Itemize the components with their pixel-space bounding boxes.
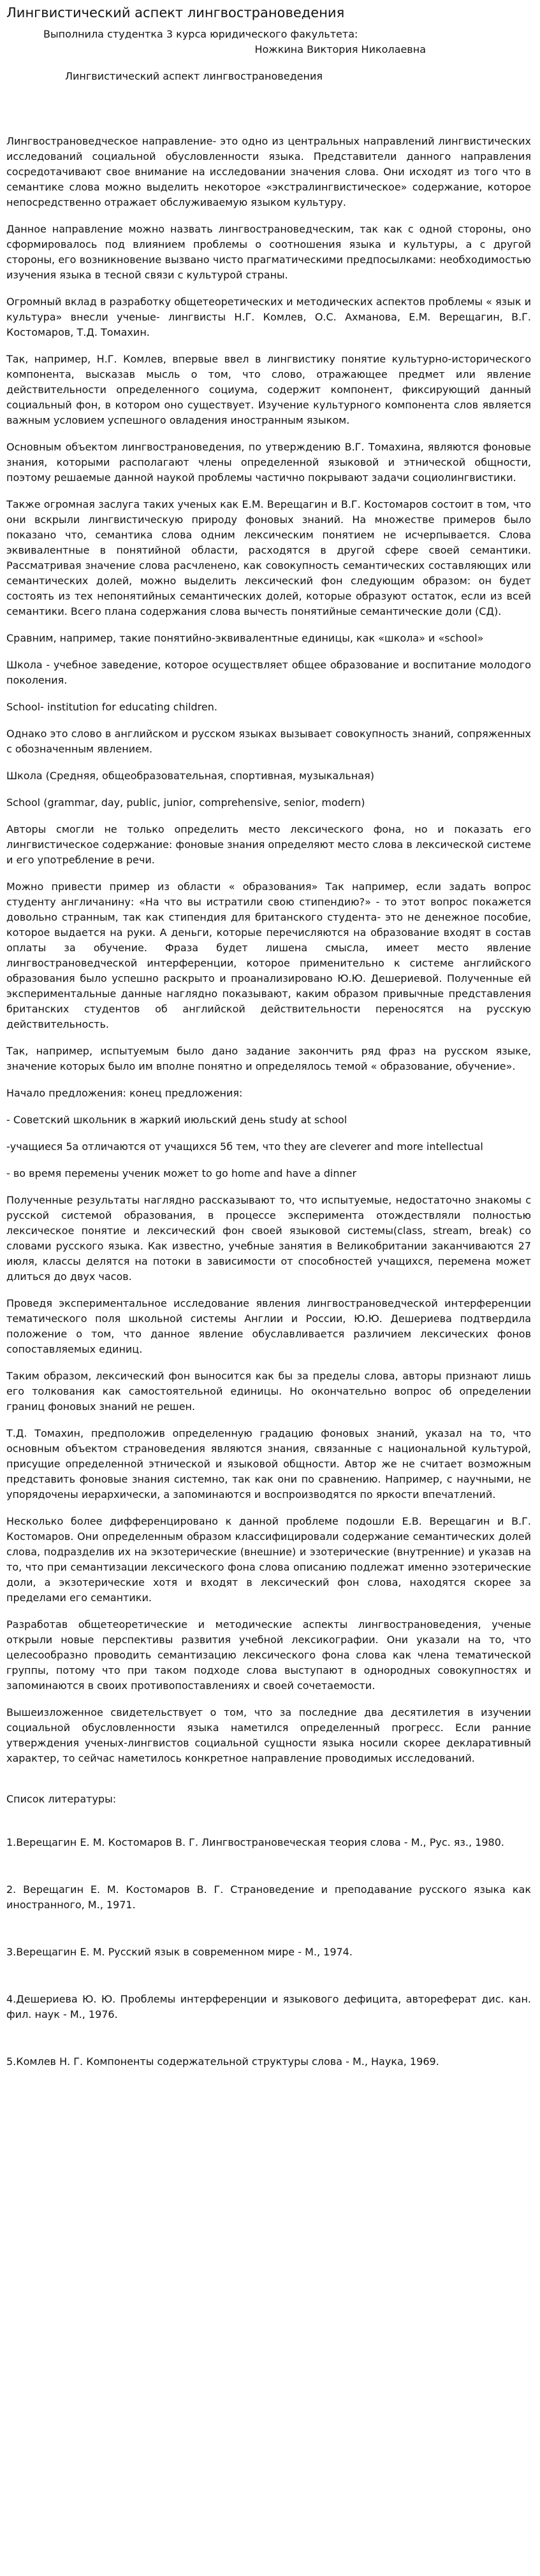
paragraph: - Советский школьник в жаркий июльский день study at school <box>6 1114 347 1126</box>
reference-item: 2. Верещагин Е. М. Костомаров В. Г. Страноведение и преподавание русского языка как иностранного, М., 1971. <box>6 1883 531 1911</box>
paragraph: Т.Д. Томахин, предположив определенную градацию фоновых знаний, указал на то, что основным объектом страноведения являются знания, связанные с национальной культурой, присущие определенной этнической и языковой общности. Автор же не считает возможным представить фоновые знания системно, так как они по сравнению. Например, с научными, не упорядочены иерархически, а запоминаются и воспроизводятся по яркости впечатлений. <box>6 1427 531 1500</box>
paragraph: Вышеизложенное свидетельствует о том, что за последние два десятилетия в изучении социальной обусловленности языка наметился определенный прогресс. Если ранние утверждения ученых-лингвистов социальной сущности языка носили скорее декларативный характер, то сейчас наметилось конкретное направление проводимых исследований. <box>6 1706 531 1764</box>
paragraph: Также огромная заслуга таких ученых как Е.М. Верещагин и В.Г. Костомаров состоит в том, что они вскрыли лингвистическую природу фоновых знаний. На множестве примеров было показано что, семантика слова одним лексическим понятием не исчерпывается. Слова эквивалентные в понятийной области, расходятся в другой сфере своей семантики. Рассматривая значение слова расчленено, как совокупность семантических составляющих или семантических долей, можно выделить лексический фон следующим образом: он будет состоять из тех непонятийных семантических долей, которые образуют остаток, если из всей семантики. Всего плана содержания слова вычесть понятийные семантические доли (СД). <box>6 498 531 617</box>
paragraph: Разработав общетеоретические и методические аспекты лингвострановедения, ученые открыли новые перспективы развития учебной лексикографии. Они указали на то, что целесообразно проводить семантизацию лексического фона слова как члена тематической группы, потому что при таком подходе слова выступают в однородных совокупностях и запоминаются в своих противопоставлениях и своей сочетаемости. <box>6 1618 531 1692</box>
paragraph: Данное направление можно назвать лингвострановедческим, так как с одной стороны, оно сформировалось под влиянием проблемы о соотношения языка и культуры, а с другой стороны, его возникновение вызвано чисто прагматическими предпосылками: необходимостью изучения языка в тесной связи с культурой страны. <box>6 223 531 281</box>
references-heading: Список литературы: <box>6 1793 117 1805</box>
paragraph: Несколько более дифференцировано к данной проблеме подошли Е.В. Верещагин и В.Г. Костомаров. Они определенным образом классифицировали содержание семантических долей слова, подразделив их на экзотерические (внешние) и эзотерические (внутренние) и указав на то, что при семантизации лексического фона слова описанию подлежат именно эзотерические доли, а экзотерические хотя и входят в лексический фон слова, находятся скорее за пределами его семантики. <box>6 1515 531 1604</box>
paragraph: Можно привести пример из области « образования» Так например, если задать вопрос студенту англичанину: «На что вы истратили свою стипендию?» - то этот вопрос покажется довольно странным, так как стипендия для британского студента- это не денежное пособие, которое выдается на руки. А деньги, которые перечисляются на образование входят в состав оплаты за обучение. Фраза будет лишена смысла, имеет место явление лингвострановедческой интерференции, которое применительно к системе английского образования было успешно раскрыто и проанализировано Ю.Ю. Дешериевой. Полученные ей экспериментальные данные наглядно показывают, каким образом привычные представления британских студентов об английской действительности переносятся на русскую действительность. <box>6 881 531 1030</box>
paragraph: Сравним, например, такие понятийно-эквивалентные единицы, как «школа» и «school» <box>6 632 484 644</box>
paragraph: Проведя экспериментальное исследование явления лингвострановедческой интерференции тематического поля школьной системы Англии и России, Ю.Ю. Дешериева подтвердила положение о том, что данное явление обуславливается различием лексических фонов сопоставляемых единиц. <box>6 1297 531 1355</box>
document-title: Лингвистический аспект лингвострановедения <box>6 5 345 20</box>
author-name: Ножкина Виктория Николаевна <box>254 43 426 55</box>
paragraph: Так, например, испытуемым было дано задание закончить ряд фраз на русском языке, значение которых было им вполне понятно и определялось темой « образование, обучение». <box>6 1045 531 1072</box>
reference-item: 5.Комлев Н. Г. Компоненты содержательной структуры слова - М., Наука, 1969. <box>6 2055 439 2068</box>
paragraph: Начало предложения: конец предложения: <box>6 1087 243 1099</box>
article-body <box>6 134 531 1766</box>
paragraph: School- institution for educating children. <box>6 701 217 713</box>
document-subtitle: Лингвистический аспект лингвострановедения <box>65 70 323 82</box>
reference-item: 4.Дешериева Ю. Ю. Проблемы интерференции и языкового дефицита, автореферат дис. кан. фил. наук - М., 1976. <box>6 1993 531 2020</box>
paragraph: Лингвострановедческое направление- это одно из центральных направлений лингвистических исследований социальной обусловленности языка. Представители данного направления сосредотачивают свое внимание на исследовании значения слова. Они исходят из того что в семантике слова можно выделить некоторое «экстралингвистическое» содержание, которое непосредственно отражает обслуживаемую языком культуру. <box>6 135 531 208</box>
reference-item: 3.Верещагин Е. М. Русский язык в современном мире - М., 1974. <box>6 1946 353 1958</box>
references-list <box>6 1835 531 2069</box>
paragraph: Полученные результаты наглядно рассказывают то, что испытуемые, недостаточно знакомы с русской системой образования, в процессе эксперимента отождествляли полностью лексическое понятие и лексический фон своей языковой системы(class, stream, break) со словами русского языка. Как известно, учебные занятия в Великобритании заканчиваются 27 июля, классы делятся на потоки в зависимости от способностей учащихся, перемена может длиться до двух часов. <box>6 1194 531 1283</box>
reference-item: 1.Верещагин Е. М. Костомаров В. Г. Лингвострановеческая теория слова - М., Рус. яз., 1980. <box>6 1836 504 1848</box>
paragraph: Авторы смогли не только определить место лексического фона, но и показать его лингвистическое содержание: фоновые знания определяют место слова в лексической системе и его употребление в речи. <box>6 823 531 866</box>
paragraph: - во время перемены ученик может to go home and have a dinner <box>6 1167 357 1179</box>
paragraph: Таким образом, лексический фон выносится как бы за пределы слова, авторы признают лишь его толкования как самостоятельной единицы. Но окончательно вопрос об определении границ фоновых знаний не решен. <box>6 1370 531 1413</box>
paragraph: Основным объектом лингвострановедения, по утверждению В.Г. Томахина, являются фоновые знания, которыми располагают члены определенной языковой и этнической общности, поэтому решаемые данной наукой проблемы частично покрывают задачи социолингвистики. <box>6 441 531 484</box>
paragraph: Однако это слово в английском и русском языках вызывает совокупность знаний, сопряженных с обозначенным явлением. <box>6 728 531 755</box>
paragraph: -учащиеся 5а отличаются от учащихся 5б тем, что they are cleverer and more intellectual <box>6 1140 483 1153</box>
paragraph: Огромный вклад в разработку общетеоретических и методических аспектов проблемы « язык и культура» внесли ученые- лингвисты Н.Г. Комлев, О.С. Ахманова, Е.М. Верещагин, В.Г. Костомаров, Т.Д. Томахин. <box>6 296 531 338</box>
paragraph: Так, например, Н.Г. Комлев, впервые ввел в лингвистику понятие культурно-исторического компонента, высказав мысль о том, что слово, отражающее предмет или явление действительности определенного социума, содержит компонент, фиксирующий данный социальный фон, в котором оно существует. Изучение культурного компонента слов является важным условием успешного овладения иностранным языком. <box>6 353 531 426</box>
author-line: Выполнила студентка 3 курса юридического факультета: <box>43 28 358 40</box>
paragraph: School (grammar, day, public, junior, comprehensive, senior, modern) <box>6 796 365 809</box>
paragraph: Школа - учебное заведение, которое осуществляет общее образование и воспитание молодого поколения. <box>6 659 531 686</box>
paragraph: Школа (Средняя, общеобразовательная, спортивная, музыкальная) <box>6 770 374 782</box>
